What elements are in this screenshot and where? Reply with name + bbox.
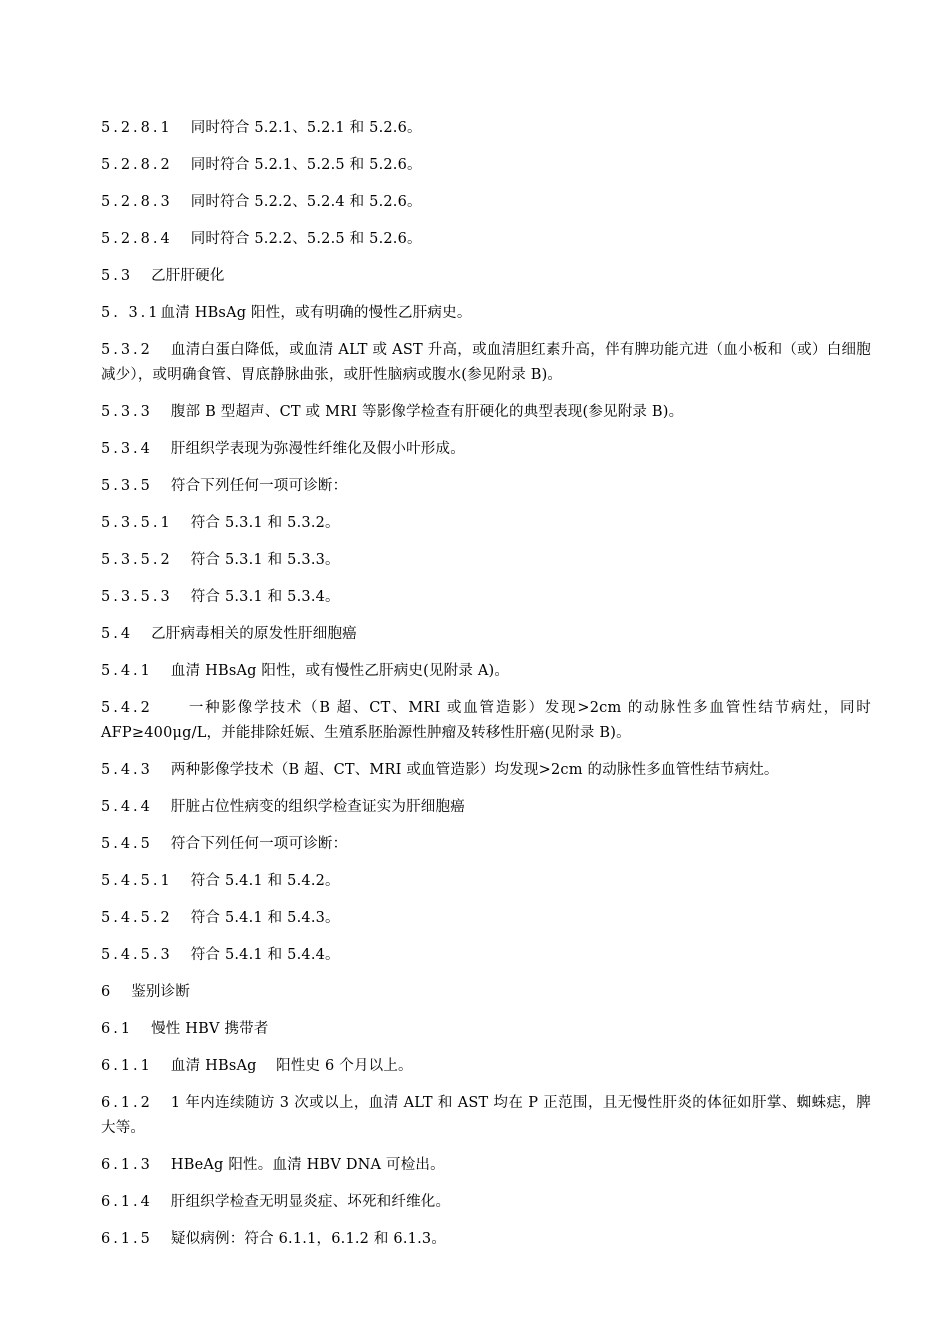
section-number: 6.1 <box>101 1021 134 1037</box>
clause-text: 同时符合 5.2.1、5.2.5 和 5.2.6。 <box>190 157 422 173</box>
clause-text: 血清 HBsAg 阳性，或有慢性乙肝病史(见附录 A)。 <box>170 663 510 679</box>
clause-number: 6.1.4 <box>101 1194 153 1210</box>
clause-5-3-4 <box>101 437 871 462</box>
clause-text: 血清 HBsAg 阳性，或有明确的慢性乙肝病史。 <box>160 305 472 321</box>
clause-5-3-1 <box>101 301 871 326</box>
clause-text: 疑似病例：符合 6.1.1，6.1.2 和 6.1.3。 <box>170 1231 447 1247</box>
clause-5-4-5-3 <box>101 943 871 968</box>
clause-number: 6.1.2 <box>101 1095 153 1111</box>
clause-text: 一种影像学技术（B 超、CT、MRI 或血管造影）发现>2cm 的动脉性多血管性结节病灶，同时 AFP≥400μg/L，并能排除妊娠、生殖系胚胎源性肿瘤及转移性肝癌(见附录 B)。 <box>101 700 871 741</box>
clause-text: 符合下列任何一项可诊断： <box>170 478 348 494</box>
clause-text: 同时符合 5.2.2、5.2.5 和 5.2.6。 <box>190 231 422 247</box>
clause-number: 5.4.3 <box>101 762 153 778</box>
clause-text: 符合 5.3.1 和 5.3.4。 <box>190 589 340 605</box>
clause-5-3-5-1 <box>101 511 871 536</box>
clause-5-2-8-3 <box>101 190 871 215</box>
clause-6-1-5 <box>101 1227 871 1252</box>
section-heading-5-4 <box>101 622 871 647</box>
clause-number: 5.2.8.1 <box>101 120 173 136</box>
clause-5-2-8-1 <box>101 116 871 141</box>
clause-5-3-5 <box>101 474 871 499</box>
clause-5-4-5-1 <box>101 869 871 894</box>
clause-number: 5.4.5.1 <box>101 873 173 889</box>
section-title: 慢性 HBV 携带者 <box>151 1021 269 1037</box>
clause-text: 肝组织学检查无明显炎症、坏死和纤维化。 <box>170 1194 451 1210</box>
clause-text: 同时符合 5.2.2、5.2.4 和 5.2.6。 <box>190 194 422 210</box>
clause-text: 1 年内连续随访 3 次或以上，血清 ALT 和 AST 均在 P 正范围，且无慢性肝炎的体征如肝掌、蜘蛛痣，脾大等。 <box>101 1095 871 1136</box>
clause-6-1-4 <box>101 1190 871 1215</box>
clause-text: 符合 5.3.1 和 5.3.3。 <box>190 552 340 568</box>
clause-number: 5.3.5.3 <box>101 589 173 605</box>
section-number: 6 <box>101 984 114 1000</box>
clause-text: 符合 5.4.1 和 5.4.4。 <box>190 947 340 963</box>
clause-text: 血清 HBsAg 阳性史 6 个月以上。 <box>170 1058 413 1074</box>
clause-5-3-3 <box>101 400 871 425</box>
clause-5-4-5 <box>101 832 871 857</box>
clause-text: 同时符合 5.2.1、5.2.1 和 5.2.6。 <box>190 120 422 136</box>
section-number: 5.3 <box>101 268 134 284</box>
clause-number: 5. 3.1 <box>101 305 161 321</box>
clause-number: 5.4.5.2 <box>101 910 173 926</box>
clause-5-2-8-2 <box>101 153 871 178</box>
clause-6-1-3 <box>101 1153 871 1178</box>
clause-text: 肝组织学表现为弥漫性纤维化及假小叶形成。 <box>170 441 465 457</box>
section-heading-6 <box>101 980 871 1005</box>
clause-number: 5.4.2 <box>101 700 153 716</box>
clause-text: 肝脏占位性病变的组织学检查证实为肝细胞癌 <box>170 799 465 815</box>
clause-number: 5.2.8.4 <box>101 231 173 247</box>
clause-number: 5.2.8.2 <box>101 157 173 173</box>
section-heading-5-3 <box>101 264 871 289</box>
clause-text: 符合下列任何一项可诊断： <box>170 836 348 852</box>
clause-number: 5.2.8.3 <box>101 194 173 210</box>
clause-text: HBeAg 阳性。血清 HBV DNA 可检出。 <box>170 1157 445 1173</box>
section-title: 乙肝肝硬化 <box>151 268 225 284</box>
clause-number: 5.4.5.3 <box>101 947 173 963</box>
clause-number: 6.1.5 <box>101 1231 153 1247</box>
clause-6-1-2 <box>101 1091 871 1141</box>
clause-5-4-1 <box>101 659 871 684</box>
clause-text: 符合 5.4.1 和 5.4.2。 <box>190 873 340 889</box>
clause-number: 5.4.1 <box>101 663 153 679</box>
clause-number: 5.3.2 <box>101 342 153 358</box>
section-heading-6-1 <box>101 1017 871 1042</box>
clause-number: 6.1.3 <box>101 1157 153 1173</box>
clause-5-4-4 <box>101 795 871 820</box>
clause-text: 两种影像学技术（B 超、CT、MRI 或血管造影）均发现>2cm 的动脉性多血管性结节病灶。 <box>170 762 779 778</box>
clause-text: 符合 5.3.1 和 5.3.2。 <box>190 515 340 531</box>
clause-number: 5.3.3 <box>101 404 153 420</box>
clause-number: 5.3.5.1 <box>101 515 173 531</box>
clause-number: 6.1.1 <box>101 1058 153 1074</box>
clause-number: 5.3.5 <box>101 478 153 494</box>
clause-number: 5.3.4 <box>101 441 153 457</box>
clause-5-3-5-3 <box>101 585 871 610</box>
clause-number: 5.4.4 <box>101 799 153 815</box>
clause-6-1-1 <box>101 1054 871 1079</box>
clause-5-4-3 <box>101 758 871 783</box>
clause-number: 5.4.5 <box>101 836 153 852</box>
clause-5-3-5-2 <box>101 548 871 573</box>
clause-5-2-8-4 <box>101 227 871 252</box>
clause-text: 血清白蛋白降低，或血清 ALT 或 AST 升高，或血清胆红素升高，伴有脾功能亢进（血小板和（或）白细胞减少），或明确食管、胃底静脉曲张，或肝性脑病或腹水(参见附录 B)。 <box>101 342 871 383</box>
section-number: 5.4 <box>101 626 134 642</box>
section-title: 鉴别诊断 <box>131 984 191 1000</box>
clause-text: 腹部 B 型超声、CT 或 MRI 等影像学检查有肝硬化的典型表现(参见附录 B)。 <box>170 404 684 420</box>
clause-5-4-5-2 <box>101 906 871 931</box>
clause-number: 5.3.5.2 <box>101 552 173 568</box>
section-title: 乙肝病毒相关的原发性肝细胞癌 <box>151 626 357 642</box>
clause-5-3-2 <box>101 338 871 388</box>
clause-text: 符合 5.4.1 和 5.4.3。 <box>190 910 340 926</box>
clause-5-4-2 <box>101 696 871 746</box>
